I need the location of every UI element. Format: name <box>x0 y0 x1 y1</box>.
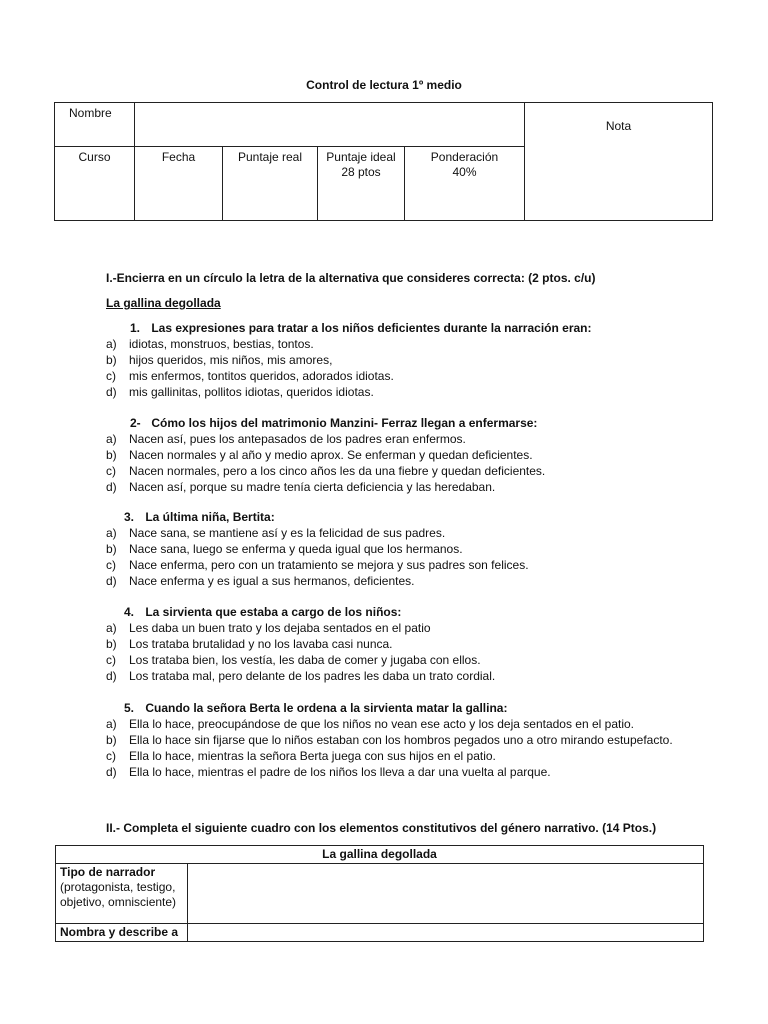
puntaje-real-cell[interactable] <box>223 147 318 221</box>
question-text: 2- Cómo los hijos del matrimonio Manzini- Ferraz llegan a enfermarse: <box>130 416 538 430</box>
row-label-narrador: Tipo de narrador (protagonista, testigo, objetivo, omnisciente) <box>56 864 188 924</box>
question-3 <box>106 509 716 589</box>
option-c[interactable]: c) mis enfermos, tontitos queridos, adorados idiotas. <box>106 369 394 383</box>
question-text: 5. Cuando la señora Berta le ordena a la sirvienta matar la gallina: <box>124 701 508 715</box>
puntaje-real-label: Puntaje real <box>237 150 303 164</box>
option-b[interactable]: b) Ella lo hace sin fijarse que lo niños estaban con los hombros pegados uno a otro mirando estupefacto. <box>106 733 673 747</box>
option-b[interactable]: b) Nacen normales y al año y medio aprox. Se enferman y quedan deficientes. <box>106 448 533 462</box>
curso-cell[interactable] <box>55 147 135 221</box>
option-d[interactable]: d) Los trataba mal, pero delante de los padres les daba un trato cordial. <box>106 669 496 683</box>
fecha-label: Fecha <box>161 150 196 164</box>
puntaje-ideal-value: 28 ptos <box>341 165 381 179</box>
option-c[interactable]: c) Ella lo hace, mientras la señora Berta juega con sus hijos en el patio. <box>106 749 496 763</box>
question-5 <box>106 700 716 780</box>
question-2 <box>106 415 716 495</box>
option-d[interactable]: d) Nacen así, porque su madre tenía cierta deficiencia y las heredaban. <box>106 480 496 494</box>
section1-instruction: I.-Encierra en un círculo la letra de la alternativa que consideres correcta: (2 ptos. c/u) <box>106 271 596 285</box>
puntaje-ideal-cell <box>318 147 405 221</box>
option-b[interactable]: b) Nace sana, luego se enferma y queda igual que los hermanos. <box>106 542 463 556</box>
option-a[interactable]: a) idiotas, monstruos, bestias, tontos. <box>106 337 314 351</box>
nota-cell[interactable] <box>525 103 713 221</box>
nombre-label: Nombre <box>55 103 135 147</box>
question-1 <box>106 320 716 400</box>
question-text: 1. Las expresiones para tratar a los niños deficientes durante la narración eran: <box>130 321 592 335</box>
answer-cell-narrador[interactable] <box>188 864 704 924</box>
page-title: Control de lectura 1º medio <box>306 78 462 92</box>
option-a[interactable]: a) Nacen así, pues los antepasados de los padres eran enfermos. <box>106 432 466 446</box>
option-d[interactable]: d) Ella lo hace, mientras el padre de los niños los lleva a dar una vuelta al parque. <box>106 765 551 779</box>
question-text: 4. La sirvienta que estaba a cargo de los niños: <box>124 605 402 619</box>
option-b[interactable]: b) Los trataba brutalidad y no los lavaba casi nunca. <box>106 637 393 651</box>
story-title: La gallina degollada <box>106 296 221 310</box>
question-4 <box>106 604 716 684</box>
option-a[interactable]: a) Les daba un buen trato y los dejaba sentados en el patio <box>106 621 431 635</box>
puntaje-ideal-label: Puntaje ideal <box>326 150 396 164</box>
narrative-elements-table <box>55 845 704 942</box>
answer-cell-personajes[interactable] <box>188 924 704 942</box>
nota-label: Nota <box>605 119 632 133</box>
fecha-cell[interactable] <box>135 147 223 221</box>
option-d[interactable]: d) Nace enferma y es igual a sus hermanos, deficientes. <box>106 574 415 588</box>
section2-instruction: II.- Completa el siguiente cuadro con los elementos constitutivos del género narrativo. (14 Ptos.) <box>106 821 657 835</box>
table-title: La gallina degollada <box>56 846 704 864</box>
ponderacion-cell <box>405 147 525 221</box>
option-c[interactable]: c) Nace enferma, pero con un tratamiento se mejora y sus padres son felices. <box>106 558 529 572</box>
option-a[interactable]: a) Ella lo hace, preocupándose de que los niños no vean ese acto y los deja sentados en el patio. <box>106 717 635 731</box>
option-d[interactable]: d) mis gallinitas, pollitos idiotas, queridos idiotas. <box>106 385 374 399</box>
row-label-personajes: Nombra y describe a <box>56 924 188 942</box>
option-c[interactable]: c) Los trataba bien, los vestía, les daba de comer y jugaba con ellos. <box>106 653 481 667</box>
student-info-table <box>54 102 713 221</box>
ponderacion-value: 40% <box>452 165 477 179</box>
option-a[interactable]: a) Nace sana, se mantiene así y es la felicidad de sus padres. <box>106 526 446 540</box>
question-text: 3. La última niña, Bertita: <box>124 510 275 524</box>
option-b[interactable]: b) hijos queridos, mis niños, mis amores, <box>106 353 333 367</box>
nombre-field[interactable] <box>135 103 525 147</box>
option-c[interactable]: c) Nacen normales, pero a los cinco años les da una fiebre y quedan deficientes. <box>106 464 546 478</box>
curso-label: Curso <box>78 150 111 164</box>
ponderacion-label: Ponderación <box>430 150 499 164</box>
